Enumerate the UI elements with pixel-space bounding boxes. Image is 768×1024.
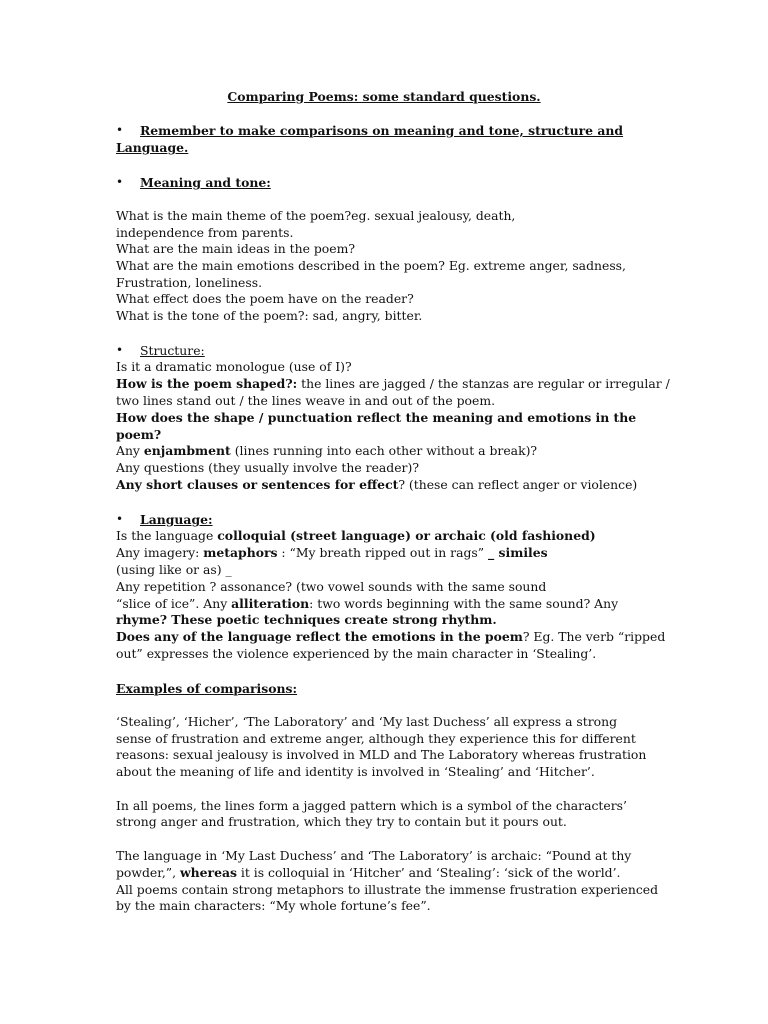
bullet-meaning: • bbox=[116, 175, 124, 189]
structure-line: two lines stand out / the lines weave in and out of the poem. bbox=[116, 393, 496, 408]
language-bold: _ similes bbox=[488, 545, 548, 560]
examples-bold: whereas bbox=[179, 865, 237, 880]
examples-paragraph-line: by the main characters: “My whole fortune’s fee”. bbox=[116, 898, 431, 913]
meaning-line: Frustration, loneliness. bbox=[116, 275, 263, 290]
language-bold: Does any of the language reflect the emotions in the poem bbox=[116, 629, 523, 644]
structure-line: poem? bbox=[116, 427, 162, 442]
language-bold: colloquial (street language) or archaic (old fashioned) bbox=[217, 528, 596, 543]
document-title: Comparing Poems: some standard questions. bbox=[227, 89, 541, 104]
structure-bold: How is the poem shaped?: bbox=[116, 376, 298, 391]
examples-paragraph-line: In all poems, the lines form a jagged pattern which is a symbol of the characters’ bbox=[116, 798, 627, 813]
structure-line bbox=[116, 476, 716, 493]
language-text: : “My breath ripped out in rags” bbox=[277, 545, 489, 560]
structure-text: ? (these can reflect anger or violence) bbox=[398, 477, 638, 492]
bullet-language: • bbox=[116, 512, 124, 526]
language-bold: metaphors bbox=[203, 545, 278, 560]
remember-line-1: Remember to make comparisons on meaning and tone, structure and bbox=[140, 123, 624, 138]
language-line bbox=[116, 628, 716, 645]
remember-line-2: Language. bbox=[116, 140, 189, 155]
language-line bbox=[116, 595, 716, 612]
language-line: out” expresses the violence experienced by the main character in ‘Stealing’. bbox=[116, 646, 597, 661]
language-line: rhyme? These poetic techniques create strong rhythm. bbox=[116, 612, 497, 627]
language-text: Any imagery: bbox=[116, 545, 204, 560]
structure-heading: Structure: bbox=[140, 343, 205, 358]
meaning-line: What is the tone of the poem?: sad, angry, bitter. bbox=[116, 308, 423, 323]
structure-line bbox=[116, 375, 716, 392]
language-heading: Language: bbox=[140, 512, 213, 527]
structure-text: (lines running into each other without a break)? bbox=[230, 443, 538, 458]
examples-paragraph-line: sense of frustration and extreme anger, although they experience this for different bbox=[116, 731, 636, 746]
bullet-structure: • bbox=[116, 343, 124, 357]
structure-line: Is it a dramatic monologue (use of I)? bbox=[116, 359, 352, 374]
meaning-line: independence from parents. bbox=[116, 225, 294, 240]
examples-paragraph-line bbox=[116, 864, 716, 881]
examples-heading: Examples of comparisons: bbox=[116, 681, 298, 696]
structure-line bbox=[116, 442, 716, 459]
language-line: Any repetition ? assonance? (two vowel sounds with the same sound bbox=[116, 579, 547, 594]
structure-bold: Any short clauses or sentences for effect bbox=[116, 477, 399, 492]
language-text: Is the language bbox=[116, 528, 218, 543]
examples-text: powder,”, bbox=[116, 865, 180, 880]
language-line bbox=[116, 527, 716, 544]
examples-paragraph-line: All poems contain strong metaphors to illustrate the immense frustration experienced bbox=[116, 882, 659, 897]
examples-paragraph-line: The language in ‘My Last Duchess’ and ‘The Laboratory’ is archaic: “Pound at thy bbox=[116, 848, 632, 863]
structure-bold: enjambment bbox=[143, 443, 231, 458]
meaning-line: What effect does the poem have on the reader? bbox=[116, 291, 414, 306]
examples-text: it is colloquial in ‘Hitcher’ and ‘Stealing’: ‘sick of the world’. bbox=[236, 865, 621, 880]
structure-text: the lines are jagged / the stanzas are regular or irregular / bbox=[297, 376, 670, 391]
examples-paragraph-line: about the meaning of life and identity is involved in ‘Stealing’ and ‘Hitcher’. bbox=[116, 764, 595, 779]
language-text: : two words beginning with the same sound? Any bbox=[309, 596, 619, 611]
bullet-remember: • bbox=[116, 123, 124, 137]
meaning-line: What are the main ideas in the poem? bbox=[116, 241, 355, 256]
meaning-line: What are the main emotions described in the poem? Eg. extreme anger, sadness, bbox=[116, 258, 626, 273]
examples-paragraph-line: ‘Stealing’, ‘Hicher’, ‘The Laboratory’ and ‘My last Duchess’ all express a strong bbox=[116, 714, 618, 729]
language-line bbox=[116, 544, 716, 561]
language-text: ? Eg. The verb “ripped bbox=[522, 629, 666, 644]
structure-line: How does the shape / punctuation reflect the meaning and emotions in the bbox=[116, 410, 637, 425]
examples-paragraph-line: strong anger and frustration, which they try to contain but it pours out. bbox=[116, 814, 567, 829]
language-bold: alliteration bbox=[231, 596, 310, 611]
structure-text: Any bbox=[116, 443, 144, 458]
meaning-heading: Meaning and tone: bbox=[140, 175, 271, 190]
structure-line: Any questions (they usually involve the reader)? bbox=[116, 460, 419, 475]
examples-paragraph-line: reasons: sexual jealousy is involved in MLD and The Laboratory whereas frustration bbox=[116, 747, 647, 762]
language-line: (using like or as) _ bbox=[116, 562, 232, 577]
language-text: “slice of ice”. Any bbox=[116, 596, 232, 611]
meaning-line: What is the main theme of the poem?eg. sexual jealousy, death, bbox=[116, 208, 516, 223]
